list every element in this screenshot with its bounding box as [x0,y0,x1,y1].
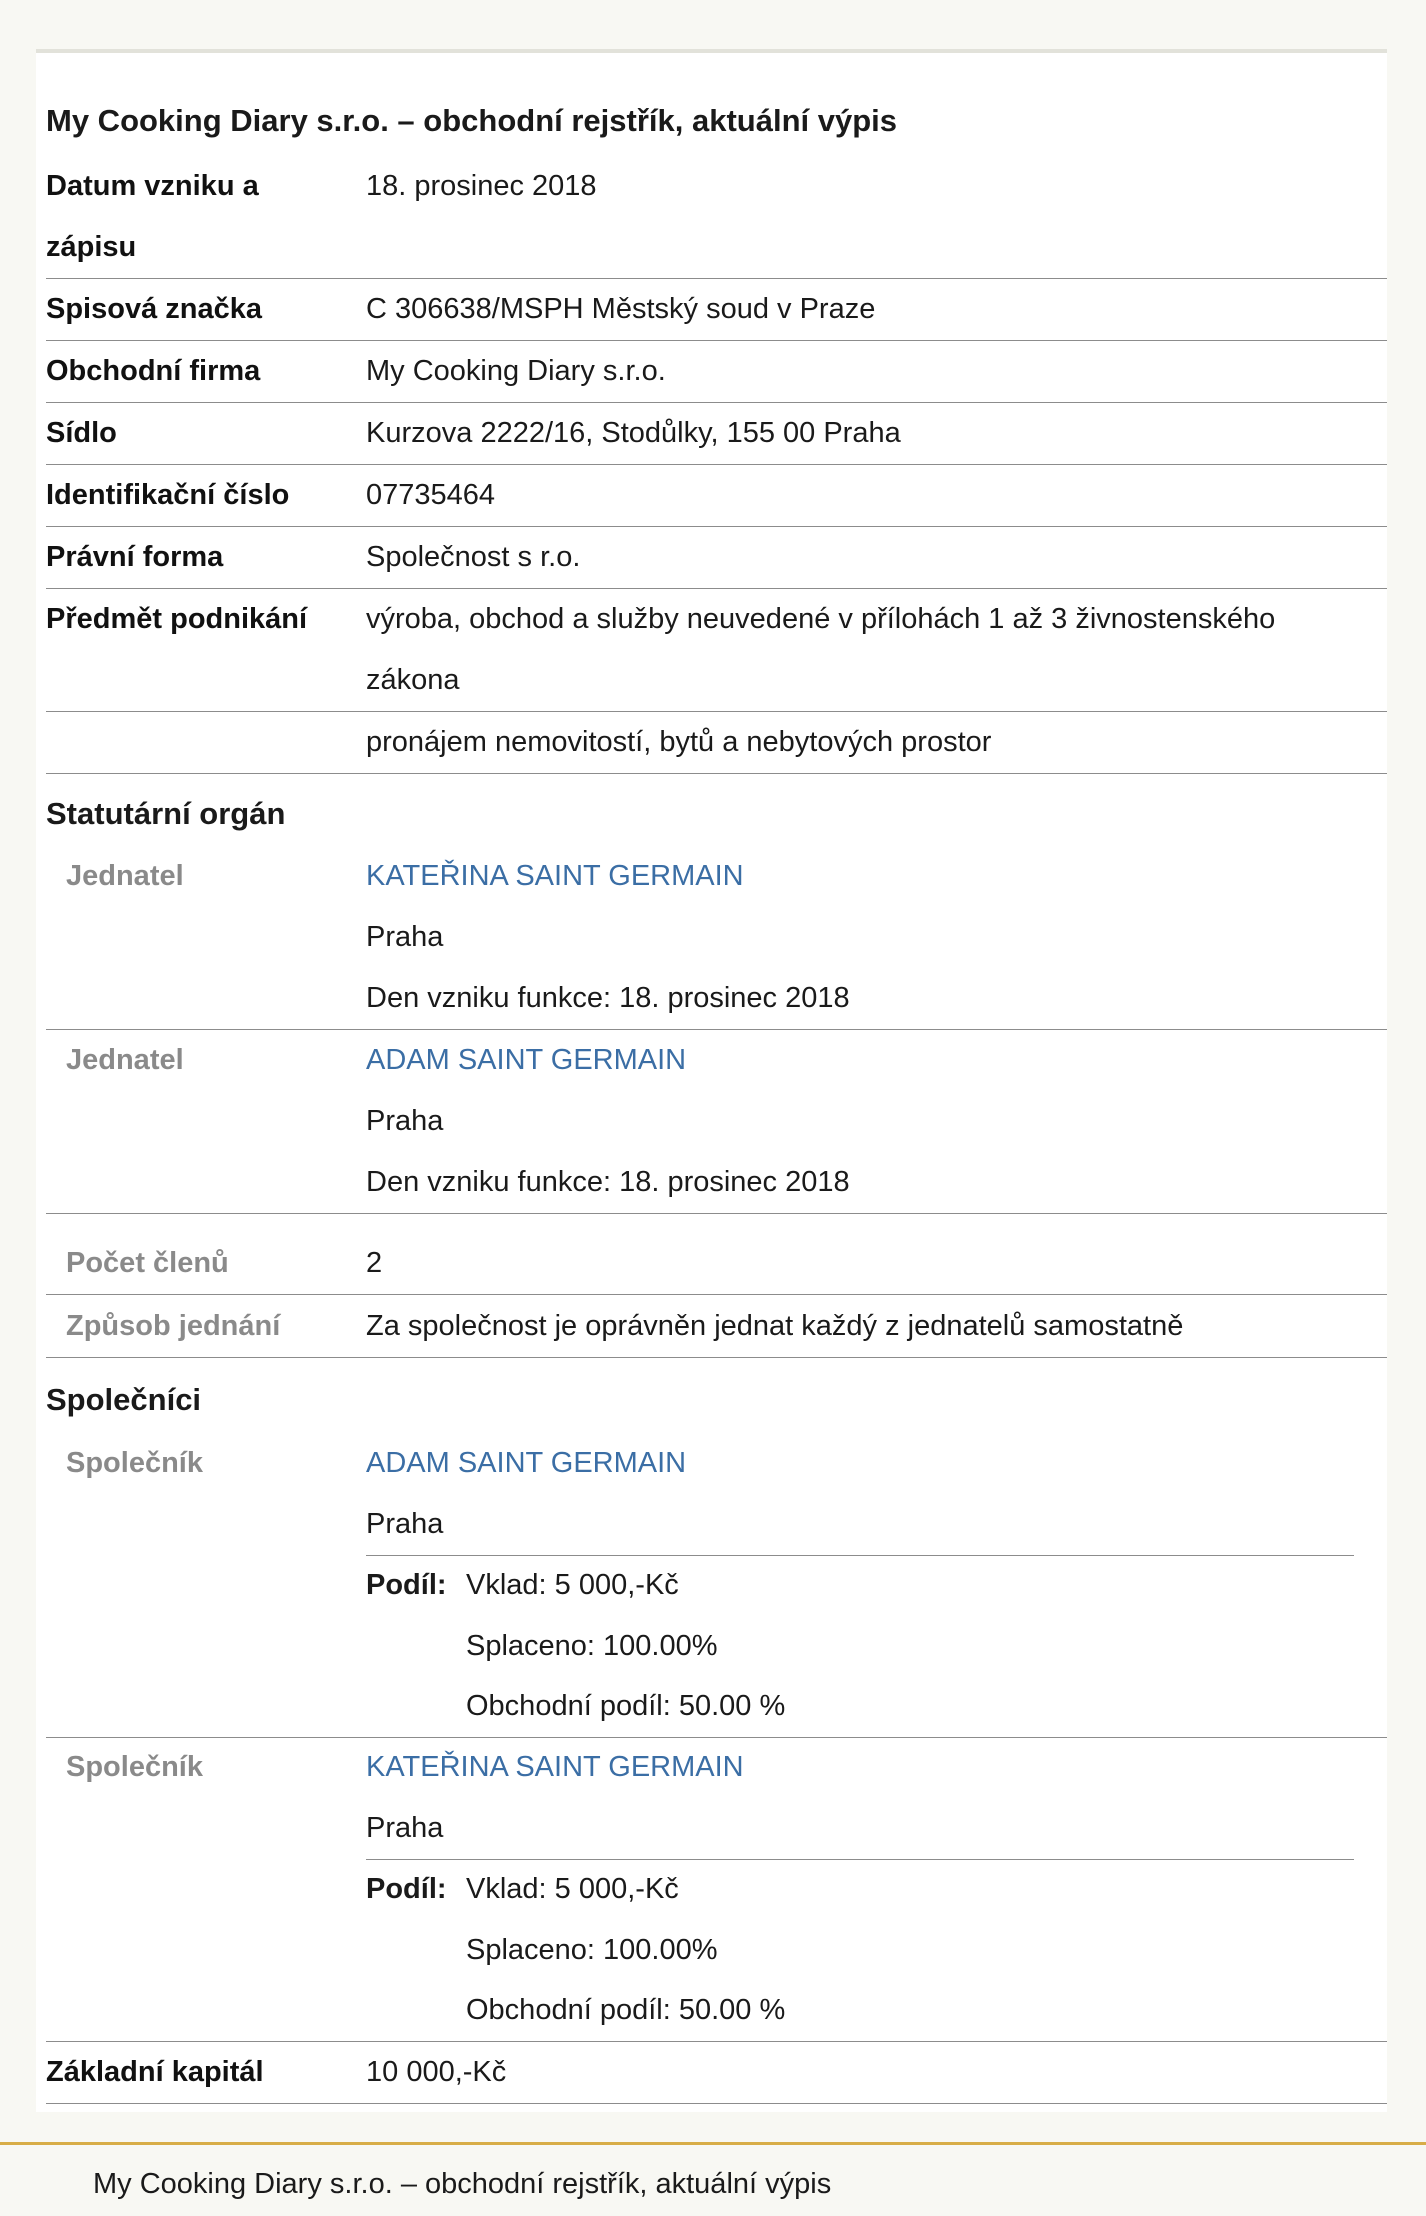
podil-obchodni: Obchodní podíl: 50.00 % [466,1690,786,1722]
jednatel-city: Praha [366,1105,444,1137]
pocet-label: Počet členů [66,1247,229,1279]
jednatel-since: Den vzniku funkce: 18. prosinec 2018 [366,982,850,1014]
jednatel-since: Den vzniku funkce: 18. prosinec 2018 [366,1166,850,1198]
row-predmet-podnikani-2 [46,712,1387,774]
spolecnik-role: Společník [66,1447,203,1479]
spolecnik-row [46,1433,1387,1738]
jednatel-name-link[interactable]: ADAM SAINT GERMAIN [366,1044,687,1076]
spolecnik-city: Praha [366,1812,444,1844]
podil-obchodni: Obchodní podíl: 50.00 % [466,1994,786,2026]
forma-value: Společnost s r.o. [366,541,581,573]
row-predmet-podnikani [46,589,1387,712]
zpusob-label: Způsob jednání [66,1310,281,1342]
row-zpusob-jednani [46,1296,1387,1358]
row-spisova-znacka [46,279,1387,341]
spisova-value: C 306638/MSPH Městský soud v Praze [366,293,876,325]
podil-splaceno: Splaceno: 100.00% [466,1934,718,1966]
spisova-label: Spisová značka [46,293,262,325]
row-identifikacni-cislo [46,465,1387,527]
datum-value: 18. prosinec 2018 [366,170,597,202]
registry-panel [36,49,1387,2112]
spolecnik-name-link[interactable]: KATEŘINA SAINT GERMAIN [366,1751,744,1783]
datum-label-line1: Datum vzniku a [46,170,259,202]
jednatel-row [46,1030,1387,1214]
pocet-value: 2 [366,1247,383,1279]
document-title: My Cooking Diary s.r.o. – obchodní rejstřík, aktuální výpis [46,103,898,138]
row-zakladni-kapital [46,2042,1387,2104]
row-pravni-forma [46,527,1387,589]
jednatel-row [46,846,1387,1030]
podil-vklad: Vklad: 5 000,-Kč [466,1873,679,1905]
spolecnici-heading: Společníci [46,1382,202,1417]
jednatel-role: Jednatel [66,1044,184,1076]
podil-label: Podíl: [366,1569,447,1601]
podil-splaceno: Splaceno: 100.00% [466,1630,718,1662]
row-datum-vzniku [46,156,1387,279]
jednatel-role: Jednatel [66,860,184,892]
kapital-value: 10 000,-Kč [366,2056,507,2088]
podil-label: Podíl: [366,1873,447,1905]
ico-value: 07735464 [366,479,496,511]
jednatel-city: Praha [366,921,444,953]
predmet-value-1-line1: výroba, obchod a služby neuvedené v přílohách 1 až 3 živnostenského [366,603,1276,635]
forma-label: Právní forma [46,541,224,573]
podil-vklad: Vklad: 5 000,-Kč [466,1569,679,1601]
firma-value: My Cooking Diary s.r.o. [366,355,666,387]
ico-label: Identifikační číslo [46,479,290,511]
spolecnik-row [46,1737,1387,2042]
footer-text: My Cooking Diary s.r.o. – obchodní rejstřík, aktuální výpis [93,2168,832,2200]
spolecnik-name-link[interactable]: ADAM SAINT GERMAIN [366,1447,687,1479]
spolecnik-city: Praha [366,1508,444,1540]
kapital-label: Základní kapitál [46,2056,264,2088]
footer-divider [0,2142,1426,2145]
zpusob-value: Za společnost je oprávněn jednat každý z jednatelů samostatně [366,1310,1184,1342]
sidlo-label: Sídlo [46,417,117,449]
jednatel-name-link[interactable]: KATEŘINA SAINT GERMAIN [366,860,744,892]
row-pocet-clenu [46,1233,1387,1295]
predmet-value-1-line2: zákona [366,664,460,696]
predmet-value-2: pronájem nemovitostí, bytů a nebytových prostor [366,726,992,758]
statutarni-heading: Statutární orgán [46,796,286,831]
datum-label-line2: zápisu [46,231,137,263]
firma-label: Obchodní firma [46,355,261,387]
row-sidlo [46,403,1387,465]
predmet-label: Předmět podnikání [46,603,308,635]
sidlo-value: Kurzova 2222/16, Stodůlky, 155 00 Praha [366,417,901,449]
spolecnik-role: Společník [66,1751,203,1783]
row-obchodni-firma [46,341,1387,403]
